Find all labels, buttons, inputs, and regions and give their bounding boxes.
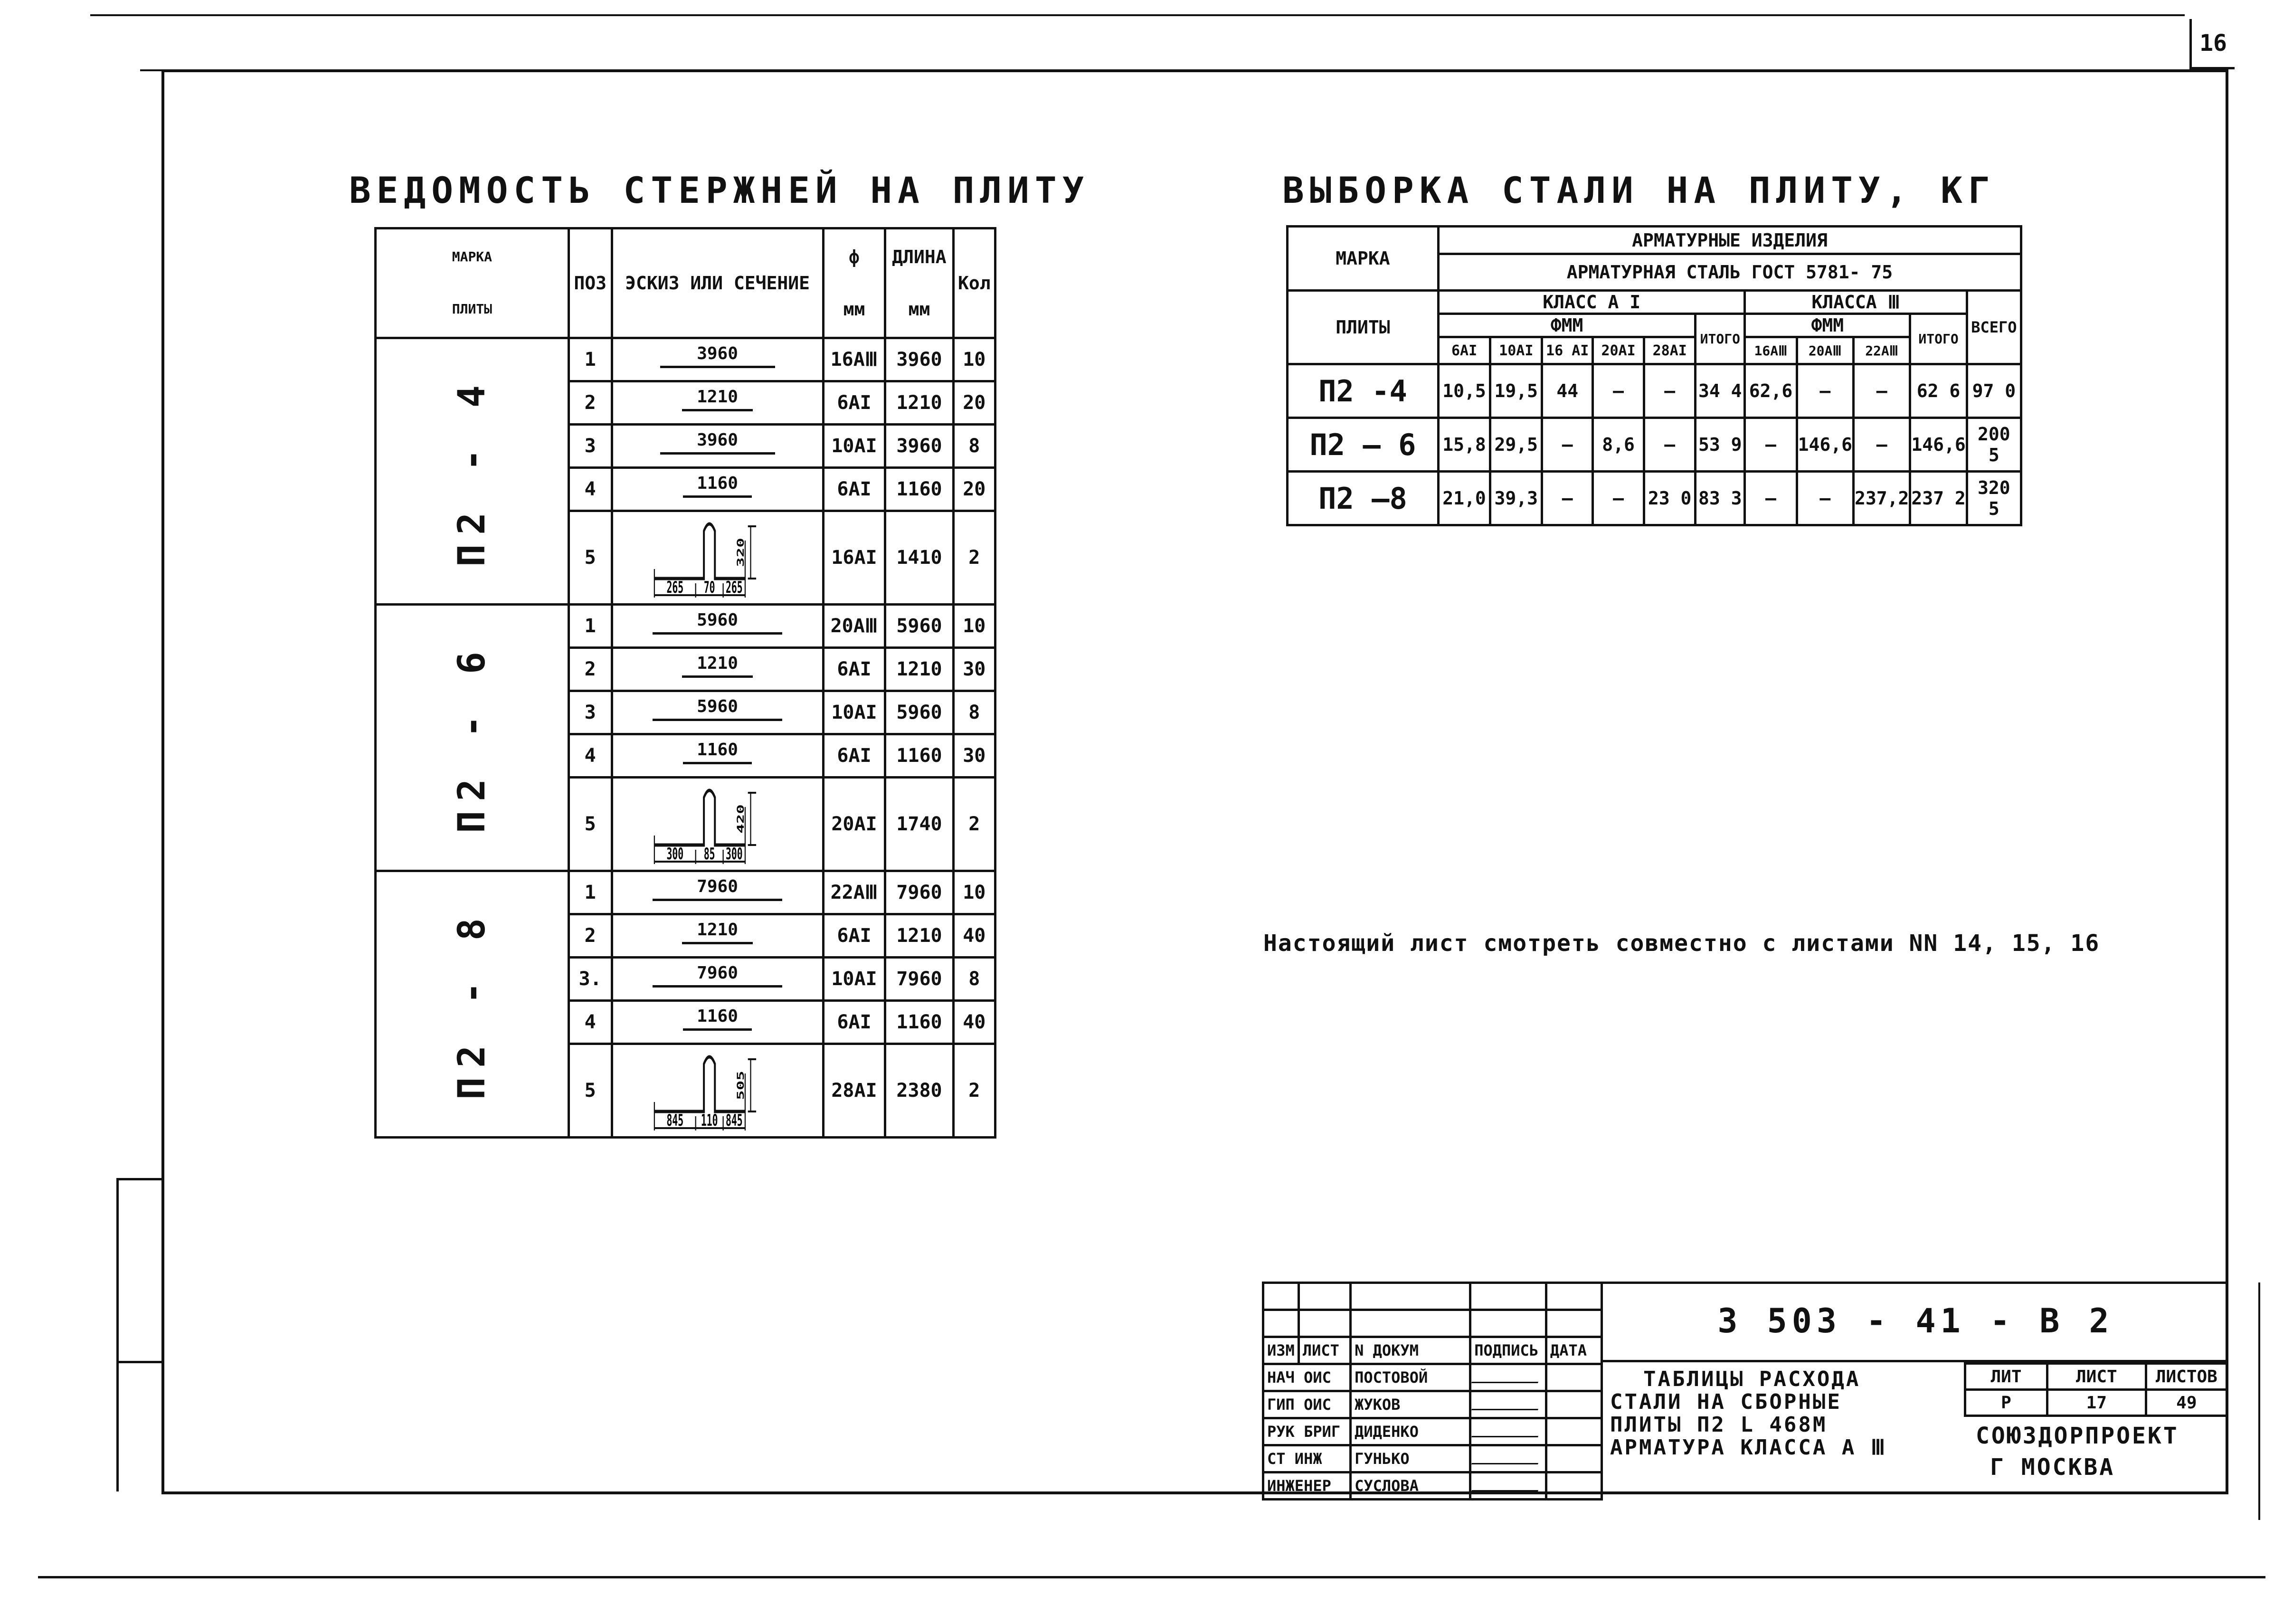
bar-pos: 3 (568, 425, 612, 468)
straight-bar-sketch (613, 339, 822, 380)
hook-dimension-label: 110 (701, 1111, 718, 1130)
title-block-header-cell: ДАТА (1546, 1337, 1601, 1364)
staff-signature (1470, 1472, 1546, 1500)
bar-length-label: 7960 (697, 877, 738, 896)
bar-sketch (612, 958, 823, 1001)
title-block-blank-row (1263, 1283, 1602, 1310)
bar-sketch (612, 381, 823, 425)
straight-bar-sketch (613, 915, 822, 956)
signature-mark (1471, 1368, 1544, 1383)
bar-sketch (612, 648, 823, 691)
bar-sketch (612, 914, 823, 958)
bar-quantity: 30 (953, 734, 995, 778)
steel-header-products: АРМАТУРНЫЕ ИЗДЕЛИЯ (1438, 227, 2021, 254)
steel-subheader-class1: 6АI (1438, 337, 1490, 364)
bar-length: 5960 (885, 605, 953, 648)
bar-length: 1160 (885, 1001, 953, 1044)
document-description (1610, 1368, 1961, 1459)
bar-quantity: 10 (953, 871, 995, 914)
staff-role: РУК БРИГ (1263, 1418, 1351, 1445)
bar-sketch (612, 1001, 823, 1044)
hook-dimension-label: 300 (666, 844, 683, 864)
steel-class3-value: 62,6 (1745, 364, 1797, 418)
steel-class3-total: 237 2 (1910, 472, 1967, 525)
bar-quantity: 8 (953, 958, 995, 1001)
staff-row (1263, 1418, 1602, 1445)
steel-row (1288, 472, 2021, 525)
frame-outer-line (90, 14, 2185, 16)
bar-diameter: 16АI (823, 511, 885, 605)
signature-mark (1471, 1476, 1544, 1491)
steel-class1-value: 21,0 (1438, 472, 1490, 525)
bar-sketch (612, 468, 823, 511)
title-block-grid (1262, 1282, 1603, 1501)
staff-signature (1470, 1391, 1546, 1418)
header-dia-top: ф (849, 247, 860, 267)
sheet-value: 17 (2047, 1390, 2146, 1416)
straight-bar-sketch (613, 1002, 822, 1043)
bar-line (660, 366, 775, 368)
hook-dimension-label: 845 (725, 1111, 743, 1130)
steel-class3-value: — (1853, 418, 1910, 472)
steel-class3-value: 237,2 (1853, 472, 1910, 525)
bar-row (376, 338, 995, 381)
bar-quantity: 2 (953, 778, 995, 871)
organization-city: Г МОСКВА (1990, 1454, 2115, 1481)
hook-dimension-label: 320 (735, 538, 746, 567)
bar-quantity: 20 (953, 468, 995, 511)
staff-row (1263, 1391, 1602, 1418)
title-block-header-cell: ПОДПИСЬ (1470, 1337, 1546, 1364)
steel-class3-value: 146,6 (1797, 418, 1853, 472)
bar-pos: 4 (568, 468, 612, 511)
bar-sketch (612, 605, 823, 648)
straight-bar-sketch (613, 426, 822, 466)
steel-header-class3: КЛАССА Ⅲ (1745, 291, 1967, 314)
steel-class1-value: 44 (1542, 364, 1593, 418)
header-dia (823, 228, 885, 338)
signature-mark (1471, 1395, 1544, 1410)
hook-svg (613, 512, 822, 603)
bar-length-label: 5960 (697, 610, 738, 630)
description-line: ТАБЛИЦЫ РАСХОДА (1643, 1367, 1861, 1391)
steel-subheader-class1: 16 АI (1542, 337, 1593, 364)
steel-class1-total: 34 4 (1696, 364, 1745, 418)
bars-schedule-table (374, 227, 996, 1139)
title-block-blank-row (1263, 1310, 1602, 1337)
header-mark-top: МАРКА (452, 249, 493, 265)
bar-diameter: 6АI (823, 381, 885, 425)
header-pos: ПОЗ (568, 228, 612, 338)
title-block-header-row (1263, 1337, 1602, 1364)
bar-diameter: 10АI (823, 691, 885, 734)
steel-row (1288, 364, 2021, 418)
hook-dimension-label: 70 (703, 578, 715, 597)
lit-value-row (1965, 1390, 2227, 1416)
steel-class1-value: 19,5 (1490, 364, 1542, 418)
steel-class1-total: 83 3 (1696, 472, 1745, 525)
hook-dimension-label: 85 (703, 844, 715, 864)
steel-header-fmm3: ФММ (1745, 314, 1910, 337)
bar-pos: 5 (568, 511, 612, 605)
bar-diameter: 22АⅢ (823, 871, 885, 914)
signature-mark (1471, 1422, 1544, 1437)
signature-mark (1471, 1449, 1544, 1464)
steel-subheader-class3: 20АⅢ (1797, 337, 1853, 364)
bar-line (653, 632, 782, 635)
straight-bar-sketch (613, 382, 822, 423)
header-sketch: ЭСКИЗ ИЛИ СЕЧЕНИЕ (612, 228, 823, 338)
header-dia-bottom: мм (843, 299, 865, 320)
bar-line (653, 899, 782, 901)
bar-length: 1210 (885, 648, 953, 691)
sheet-number: 16 (2189, 19, 2235, 69)
bars-schedule-title: ВЕДОМОСТЬ СТЕРЖНЕЙ НА ПЛИТУ (349, 169, 1090, 211)
bar-line (682, 675, 753, 678)
steel-class1-value: 23 0 (1644, 472, 1696, 525)
steel-mark: П2 —8 (1288, 472, 1439, 525)
hook-bar-sketch (613, 1045, 822, 1136)
steel-selection-title: ВЫБОРКА СТАЛИ НА ПЛИТУ, КГ (1282, 169, 1996, 211)
bar-quantity: 10 (953, 338, 995, 381)
side-stamp (116, 1178, 162, 1491)
bar-row (376, 871, 995, 914)
steel-header-total1: ИТОГО (1696, 314, 1745, 364)
straight-bar-sketch (613, 872, 822, 913)
frame-tick (140, 69, 164, 71)
bar-diameter: 20АI (823, 778, 885, 871)
steel-class3-value: — (1745, 472, 1797, 525)
bar-line (683, 495, 752, 498)
steel-class1-value: 39,3 (1490, 472, 1542, 525)
steel-class1-value: — (1644, 364, 1696, 418)
staff-role: НАЧ ОИС (1263, 1364, 1351, 1391)
staff-signature (1470, 1364, 1546, 1391)
staff-date (1546, 1445, 1601, 1472)
bar-pos: 2 (568, 914, 612, 958)
bar-sketch (612, 338, 823, 381)
bar-pos: 4 (568, 734, 612, 778)
staff-signature (1470, 1445, 1546, 1472)
bar-diameter: 6АI (823, 468, 885, 511)
bar-diameter: 10АI (823, 958, 885, 1001)
document-code: 3 503 - 41 - В 2 (1603, 1282, 2228, 1362)
steel-class1-value: 10,5 (1438, 364, 1490, 418)
staff-name: СУСЛОВА (1351, 1472, 1470, 1500)
bar-quantity: 2 (953, 1044, 995, 1138)
staff-name: ПОСТОВОЙ (1351, 1364, 1470, 1391)
staff-role: СТ ИНЖ (1263, 1445, 1351, 1472)
steel-subheader-class1: 10АI (1490, 337, 1542, 364)
staff-row (1263, 1445, 1602, 1472)
staff-row (1263, 1472, 1602, 1500)
steel-subheader-class3: 16АⅢ (1745, 337, 1797, 364)
steel-header-mark-top: МАРКА (1288, 227, 1439, 291)
lit-sheet-table (1964, 1362, 2228, 1417)
hook-dimension-label: 265 (725, 578, 743, 597)
bar-length: 1210 (885, 914, 953, 958)
staff-date (1546, 1418, 1601, 1445)
steel-class1-value: — (1542, 472, 1593, 525)
bar-pos: 4 (568, 1001, 612, 1044)
hook-bar-sketch (613, 512, 822, 603)
bar-line (682, 409, 753, 411)
straight-bar-sketch (613, 606, 822, 646)
bar-length-label: 1160 (697, 740, 738, 760)
bar-line (683, 1028, 752, 1031)
header-qty: Кол (953, 228, 995, 338)
steel-header-grand-total: ВСЕГО (1967, 291, 2021, 364)
bar-length: 3960 (885, 425, 953, 468)
sheet-right-edge (2258, 1282, 2260, 1520)
bar-length-label: 1210 (697, 387, 738, 407)
sheets-value: 49 (2146, 1390, 2227, 1416)
bar-diameter: 16АⅢ (823, 338, 885, 381)
steel-grand-total: 320 5 (1967, 472, 2021, 525)
description-line: АРМАТУРА КЛАССА А Ⅲ (1610, 1435, 1887, 1460)
steel-class3-total: 62 6 (1910, 364, 1967, 418)
bar-length: 7960 (885, 958, 953, 1001)
header-mark (376, 228, 569, 338)
steel-header-fmm: ФММ (1438, 314, 1695, 337)
bar-row (376, 605, 995, 648)
hook-svg (613, 1045, 822, 1136)
steel-class1-total: 53 9 (1696, 418, 1745, 472)
hook-dimension-label: 265 (666, 578, 683, 597)
bar-quantity: 30 (953, 648, 995, 691)
steel-class1-value: 15,8 (1438, 418, 1490, 472)
lit-header-row (1965, 1364, 2227, 1390)
bar-group-mark (376, 871, 569, 1138)
staff-name: ГУНЬКО (1351, 1445, 1470, 1472)
steel-class1-value: — (1593, 364, 1644, 418)
staff-role: ГИП ОИС (1263, 1391, 1351, 1418)
steel-class3-value: — (1745, 418, 1797, 472)
bar-quantity: 2 (953, 511, 995, 605)
description-line: ПЛИТЫ П2 L 468М (1610, 1413, 1828, 1437)
bar-pos: 3 (568, 691, 612, 734)
bar-pos: 2 (568, 381, 612, 425)
title-block-header-cell: ЛИСТ (1298, 1337, 1350, 1364)
steel-header-class1: КЛАСС А I (1438, 291, 1744, 314)
lit-value: Р (1965, 1390, 2047, 1416)
staff-row (1263, 1364, 1602, 1391)
side-stamp-divider (119, 1361, 164, 1363)
bar-length: 1160 (885, 734, 953, 778)
hook-dimension-label: 845 (666, 1111, 683, 1130)
bar-length-label: 3960 (697, 430, 738, 450)
bar-diameter: 10АI (823, 425, 885, 468)
organization (1976, 1420, 2179, 1483)
bar-length: 1160 (885, 468, 953, 511)
steel-class1-value: — (1644, 418, 1696, 472)
steel-header-total3: ИТОГО (1910, 314, 1967, 364)
bar-diameter: 6АI (823, 648, 885, 691)
sheets-label: ЛИСТОВ (2146, 1364, 2227, 1390)
lit-label: ЛИТ (1965, 1364, 2047, 1390)
staff-name: ЖУКОВ (1351, 1391, 1470, 1418)
hook-bar-sketch (613, 779, 822, 870)
bar-sketch (612, 691, 823, 734)
bar-sketch (612, 1044, 823, 1138)
bar-group-mark-text: П2 - 4 (450, 376, 493, 567)
bar-quantity: 8 (953, 425, 995, 468)
bar-line (683, 762, 752, 764)
staff-name: ДИДЕНКО (1351, 1418, 1470, 1445)
staff-signature (1470, 1418, 1546, 1445)
steel-class1-value: — (1542, 418, 1593, 472)
hook-dimension-label: 300 (725, 844, 743, 864)
straight-bar-sketch (613, 735, 822, 776)
sheet-bottom-line (38, 1576, 2265, 1578)
straight-bar-sketch (613, 959, 822, 999)
bar-length: 1210 (885, 381, 953, 425)
steel-mark: П2 — 6 (1288, 418, 1439, 472)
staff-date (1546, 1364, 1601, 1391)
steel-subheader-class3: 22АⅢ (1853, 337, 1910, 364)
bar-line (653, 719, 782, 721)
bar-pos: 5 (568, 778, 612, 871)
bar-pos: 1 (568, 871, 612, 914)
bar-length-label: 5960 (697, 697, 738, 716)
hook-shape (654, 1057, 745, 1111)
bar-group-mark-text: П2 - 6 (450, 642, 493, 833)
bar-diameter: 6АI (823, 734, 885, 778)
bar-diameter: 6АI (823, 1001, 885, 1044)
steel-grand-total: 97 0 (1967, 364, 2021, 418)
description-line: СТАЛИ НА СБОРНЫЕ (1610, 1390, 1842, 1414)
sheet-label: ЛИСТ (2047, 1364, 2146, 1390)
steel-header-mark-bottom: ПЛИТЫ (1288, 291, 1439, 364)
staff-role: ИНЖЕНЕР (1263, 1472, 1351, 1500)
bar-length: 1740 (885, 778, 953, 871)
steel-class1-value: 29,5 (1490, 418, 1542, 472)
bar-pos: 2 (568, 648, 612, 691)
bar-length-label: 1210 (697, 920, 738, 940)
bar-length-label: 3960 (697, 344, 738, 363)
steel-subheader-class1: 20АI (1593, 337, 1644, 364)
hook-shape (654, 524, 745, 579)
bar-sketch (612, 871, 823, 914)
bar-quantity: 10 (953, 605, 995, 648)
sheet-note: Настоящий лист смотреть совместно с листами NN 14, 15, 16 (1263, 930, 2100, 957)
bar-sketch (612, 778, 823, 871)
bar-length: 7960 (885, 871, 953, 914)
straight-bar-sketch (613, 649, 822, 690)
steel-mark: П2 -4 (1288, 364, 1439, 418)
bar-pos: 1 (568, 605, 612, 648)
bar-length-label: 1160 (697, 1007, 738, 1026)
steel-header-row-3 (1288, 291, 2021, 314)
bar-group-mark (376, 338, 569, 605)
straight-bar-sketch (613, 469, 822, 510)
bar-group-mark-text: П2 - 8 (450, 909, 493, 1100)
bar-line (682, 942, 753, 944)
header-length (885, 228, 953, 338)
steel-selection-table (1286, 225, 2022, 526)
header-length-bottom: мм (908, 299, 930, 320)
staff-date (1546, 1391, 1601, 1418)
bar-quantity: 8 (953, 691, 995, 734)
header-length-top: ДЛИНА (892, 247, 947, 267)
steel-class3-total: 146,6 (1910, 418, 1967, 472)
staff-date (1546, 1472, 1601, 1500)
steel-class1-value: 8,6 (1593, 418, 1644, 472)
steel-class3-value: — (1853, 364, 1910, 418)
bar-line (653, 985, 782, 988)
bar-quantity: 40 (953, 1001, 995, 1044)
bar-diameter: 20АⅢ (823, 605, 885, 648)
bar-length: 3960 (885, 338, 953, 381)
title-block-header-cell: N ДОКУМ (1351, 1337, 1470, 1364)
bar-pos: 5 (568, 1044, 612, 1138)
hook-dimension-label: 420 (735, 804, 746, 834)
steel-class3-value: — (1797, 472, 1853, 525)
header-mark-bottom: ПЛИТЫ (452, 301, 493, 317)
bar-quantity: 20 (953, 381, 995, 425)
steel-class1-value: — (1593, 472, 1644, 525)
bar-length-label: 1210 (697, 654, 738, 673)
bar-sketch (612, 734, 823, 778)
bar-length-label: 1160 (697, 474, 738, 493)
hook-dimension-label: 505 (735, 1071, 746, 1100)
steel-header-row-1 (1288, 227, 2021, 254)
hook-svg (613, 779, 822, 870)
bar-quantity: 40 (953, 914, 995, 958)
steel-class3-value: — (1797, 364, 1853, 418)
bar-length: 1410 (885, 511, 953, 605)
bar-pos: 1 (568, 338, 612, 381)
bar-sketch (612, 511, 823, 605)
bar-length-label: 7960 (697, 963, 738, 983)
steel-grand-total: 200 5 (1967, 418, 2021, 472)
steel-header-gost: АРМАТУРНАЯ СТАЛЬ ГОСТ 5781- 75 (1438, 254, 2021, 291)
straight-bar-sketch (613, 692, 822, 733)
steel-subheader-class1: 28АI (1644, 337, 1696, 364)
bar-sketch (612, 425, 823, 468)
bar-length: 2380 (885, 1044, 953, 1138)
steel-row (1288, 418, 2021, 472)
hook-shape (654, 790, 745, 845)
bars-header-row (376, 228, 995, 338)
title-block-header-cell: ИЗМ (1263, 1337, 1299, 1364)
bar-diameter: 28АI (823, 1044, 885, 1138)
bar-pos: 3. (568, 958, 612, 1001)
bar-diameter: 6АI (823, 914, 885, 958)
bar-line (660, 452, 775, 455)
organization-name: СОЮЗДОРПРОЕКТ (1976, 1423, 2179, 1449)
bar-group-mark (376, 605, 569, 871)
bar-length: 5960 (885, 691, 953, 734)
